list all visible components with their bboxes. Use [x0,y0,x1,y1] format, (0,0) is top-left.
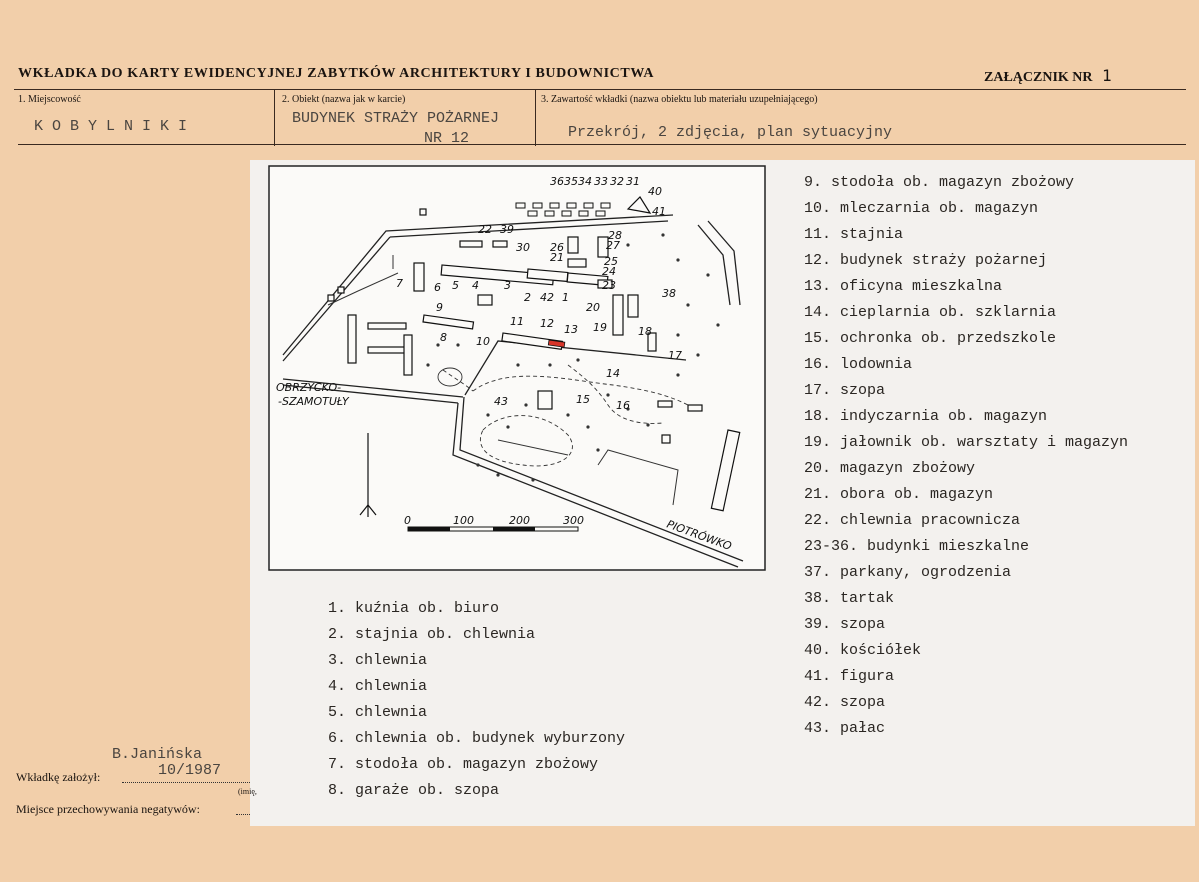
map-number-32: 32 [610,175,624,188]
map-number-2: 2 [524,291,531,304]
field-content-label: 3. Zawartość wkładki (nazwa obiektu lub materiału uzupełniającego) [541,94,818,105]
legend-item: 20. magazyn zbożowy [804,460,976,477]
map-number-43: 43 [494,395,508,408]
scale-tick-300: 300 [563,514,584,527]
legend-item: 38. tartak [804,590,895,607]
map-number-22: 22 [478,223,492,236]
map-number-39: 39 [500,223,514,236]
legend-item: 5. chlewnia [328,704,428,721]
legend-item: 6. chlewnia ob. budynek wyburzony [328,730,626,747]
legend-item: 4. chlewnia [328,678,428,695]
map-number-7: 7 [396,277,403,290]
field-object-value-2: NR 12 [424,130,470,147]
map-number-31: 31 [626,175,640,188]
field-object-label: 2. Obiekt (nazwa jak w karcie) [282,94,406,105]
map-number-33: 33 [594,175,608,188]
map-number-14: 14 [606,367,620,380]
attachment-number: 1 [1102,66,1112,85]
attachment-label-text: ZAŁĄCZNIK NR [984,70,1093,85]
attachment-label [984,66,1112,86]
legend-item: 21. obora ob. magazyn [804,486,994,503]
name-hint: (imię, [238,787,257,796]
legend-item: 1. kuźnia ob. biuro [328,600,500,617]
legend-item: 23-36. budynki mieszkalne [804,538,1030,555]
map-number-30: 30 [516,241,530,254]
field-locality-label: 1. Miejscowość [18,94,81,105]
legend-item: 8. garaże ob. szopa [328,782,500,799]
map-number-15: 15 [576,393,590,406]
legend-item: 16. lodownia [804,356,913,373]
legend-item: 14. cieplarnia ob. szklarnia [804,304,1057,321]
negatives-storage-line [236,814,250,815]
map-number-28: 28 [608,229,622,242]
map-number-3: 3 [504,279,511,292]
created-by-line [122,782,250,783]
map-number-40: 40 [648,185,662,198]
created-by-label: Wkładkę założył: [16,770,101,784]
map-number-21: 21 [550,251,564,264]
legend-item: 18. indyczarnia ob. magazyn [804,408,1048,425]
site-plan-map [268,165,766,571]
road-label-piotrowko: PIOTRÓWKO [664,517,734,554]
field-object-value-1: BUDYNEK STRAŻY POŻARNEJ [292,110,500,127]
map-number-16: 16 [616,399,630,412]
legend-item: 17. szopa [804,382,886,399]
map-number-18: 18 [638,325,652,338]
map-number-25: 25 [604,255,618,268]
map-number-24: 24 [602,265,616,278]
legend-item: 2. stajnia ob. chlewnia [328,626,536,643]
legend-item: 3. chlewnia [328,652,428,669]
map-number-38: 38 [662,287,676,300]
legend-item: 40. kościółek [804,642,922,659]
map-number-4: 4 [472,279,479,292]
scale-tick-100: 100 [453,514,474,527]
map-number-6: 6 [434,281,441,294]
legend-item: 43. pałac [804,720,886,737]
fields-rule [18,144,1186,145]
map-number-27: 27 [606,239,620,252]
field-content-value: Przekrój, 2 zdjęcia, plan sytuacyjny [568,124,893,141]
legend-item: 19. jałownik ob. warsztaty i magazyn [804,434,1129,451]
legend-item: 15. ochronka ob. przedszkole [804,330,1057,347]
field-locality-value: KOBYLNIKI [34,118,197,135]
legend-item: 11. stajnia [804,226,904,243]
map-number-13: 13 [564,323,578,336]
map-number-8: 8 [440,331,447,344]
map-number-41: 41 [652,205,666,218]
field-divider-2 [535,90,536,146]
field-divider-1 [274,90,275,146]
map-number-26: 26 [550,241,564,254]
legend-item: 10. mleczarnia ob. magazyn [804,200,1039,217]
map-number-17: 17 [668,349,682,362]
legend-item: 22. chlewnia pracownicza [804,512,1021,529]
legend-item: 39. szopa [804,616,886,633]
map-number-12: 12 [540,317,554,330]
road-label-obrzycko: OBRZYCKO- [276,381,342,394]
form-title: WKŁADKA DO KARTY EWIDENCYJNEJ ZABYTKÓW ARCHITEKTURY I BUDOWNICTWA [18,66,655,81]
legend-item: 42. szopa [804,694,886,711]
map-number-9: 9 [436,301,443,314]
legend-right [804,174,1128,746]
map-number-36: 36 [550,175,564,188]
author-date: 10/1987 [158,762,222,779]
author-name: B.Janińska [112,746,203,763]
map-number-42: 42 [540,291,554,304]
map-number-34: 34 [578,175,592,188]
legend-item: 12. budynek straży pożarnej [804,252,1048,269]
map-number-5: 5 [452,279,459,292]
map-number-19: 19 [593,321,607,334]
header-rule [14,89,1186,90]
map-number-10: 10 [476,335,490,348]
legend-left [328,600,625,808]
legend-item: 41. figura [804,668,895,685]
scale-tick-200: 200 [509,514,530,527]
legend-item: 37. parkany, ogrodzenia [804,564,1012,581]
scale-tick-0: 0 [404,514,411,527]
map-frame [269,166,765,570]
map-number-23: 23 [602,279,616,292]
legend-item: 7. stodoła ob. magazyn zbożowy [328,756,599,773]
map-number-35: 35 [564,175,578,188]
road-label-szamotuly: -SZAMOTUŁY [278,395,349,408]
legend-item: 9. stodoła ob. magazyn zbożowy [804,174,1075,191]
negatives-storage-label: Miejsce przechowywania negatywów: [16,802,200,816]
legend-item: 13. oficyna mieszkalna [804,278,1003,295]
map-number-20: 20 [586,301,600,314]
map-number-1: 1 [562,291,569,304]
map-number-11: 11 [510,315,524,328]
